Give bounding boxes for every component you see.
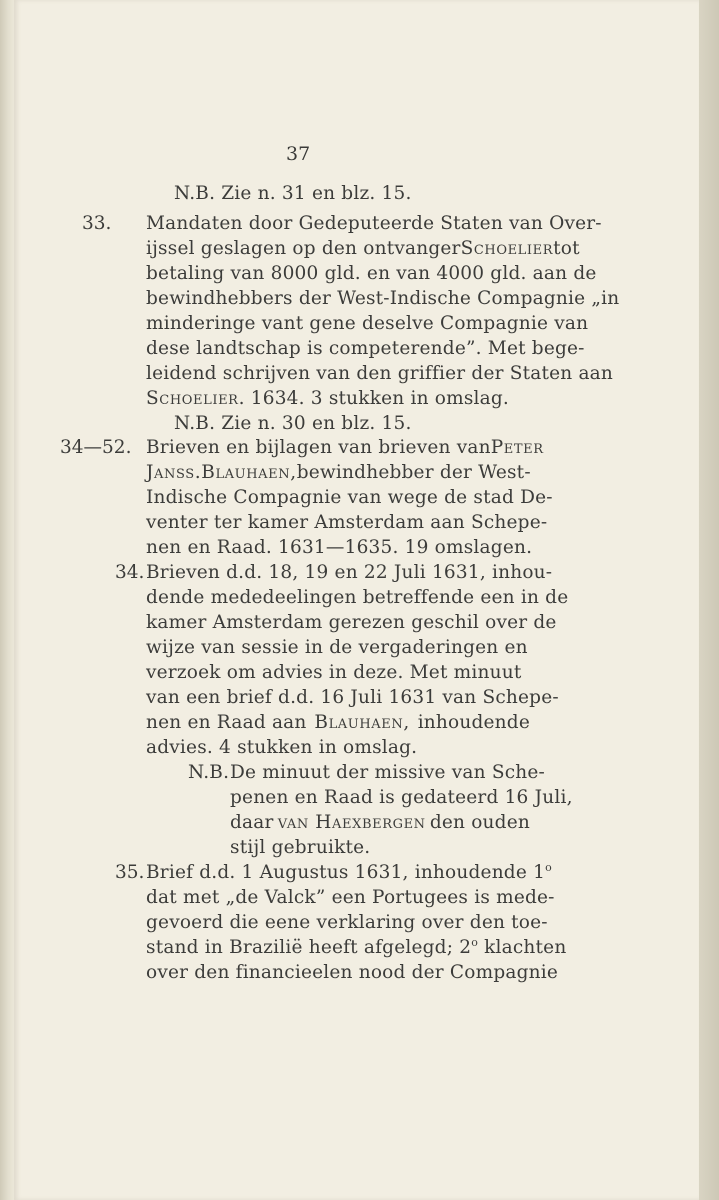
entry-number-35: 35. bbox=[115, 862, 145, 883]
entry-33-line-7 bbox=[146, 362, 614, 386]
text: betaling van 8000 gld. en van 4000 gld. aan de bbox=[146, 263, 597, 284]
text: den ouden bbox=[429, 812, 530, 833]
entry-number-33: 33. bbox=[82, 213, 112, 234]
nb-note-1: N.B. Zie n. 31 en blz. 15. bbox=[174, 183, 412, 204]
text: penen en Raad is gedateerd 16 Juli, bbox=[230, 787, 573, 808]
entry-34-line-8: advies. 4 stukken in omslag. bbox=[146, 737, 418, 758]
text: kamer Amsterdam gerezen geschil over de bbox=[146, 612, 557, 633]
text: dende mededeelingen betreffende een in de bbox=[146, 587, 569, 608]
text: 1634. 3 stukken in omslag. bbox=[250, 388, 510, 409]
scan-left-edge bbox=[0, 0, 14, 1200]
entry-34-line-5 bbox=[146, 661, 530, 685]
entry-33-line-3 bbox=[146, 262, 597, 286]
nb-label: N.B. bbox=[188, 762, 230, 783]
text: tot bbox=[553, 238, 580, 259]
text: over den financieelen nood der Compagnie bbox=[146, 962, 559, 983]
text: stand in Brazilië heeft afgelegd; 2 bbox=[146, 937, 472, 958]
nb-note-2: N.B. Zie n. 30 en blz. 15. bbox=[174, 413, 412, 434]
nb-34-line-2 bbox=[230, 786, 573, 810]
person-name: Janss. bbox=[146, 462, 202, 483]
entry-34-52-line-2 bbox=[146, 461, 530, 485]
entry-34-line-2 bbox=[146, 586, 569, 610]
entry-34-52-line-3 bbox=[146, 486, 553, 510]
entry-34-52-line-4 bbox=[146, 511, 548, 535]
text: minderinge vant gene deselve Compagnie van bbox=[146, 313, 589, 334]
text: bewindhebbers der West-Indische Compagnie „in bbox=[146, 288, 620, 309]
text: daar bbox=[230, 812, 274, 833]
text: venter ter kamer Amsterdam aan Schepe- bbox=[146, 512, 548, 533]
superscript: o bbox=[471, 936, 479, 949]
entry-34-line-6 bbox=[146, 686, 559, 710]
person-name: Schoelier bbox=[146, 388, 239, 409]
nb-34-line-1 bbox=[230, 761, 545, 785]
text: nen en Raad aan bbox=[146, 712, 307, 733]
text: ijssel geslagen op den ontvanger bbox=[146, 238, 461, 259]
entry-33-line-2 bbox=[146, 237, 580, 261]
text: bewindhebber der West- bbox=[296, 462, 531, 483]
entry-33-line-8: Schoelier. 1634. 3 stukken in omslag. bbox=[146, 388, 510, 409]
entry-number-34: 34. bbox=[115, 562, 145, 583]
entry-33-line-5 bbox=[146, 312, 589, 336]
entry-33-line-4 bbox=[146, 287, 620, 311]
text: Brief d.d. 1 Augustus 1631, inhoudende 1 bbox=[146, 862, 546, 883]
entry-35-line-5 bbox=[146, 961, 559, 985]
entry-35-line-3 bbox=[146, 911, 548, 935]
page-number: 37 bbox=[286, 143, 311, 165]
text: Indische Compagnie van wege de stad De- bbox=[146, 487, 553, 508]
person-name: Blauhaen, bbox=[314, 712, 410, 733]
entry-35-line-2 bbox=[146, 886, 555, 910]
text: dat met „de Valck” een Portugees is mede- bbox=[146, 887, 555, 908]
text: Brieven en bijlagen van brieven van bbox=[146, 437, 491, 458]
text: klachten bbox=[484, 937, 567, 958]
text: van een brief d.d. 16 Juli 1631 van Schepe- bbox=[146, 687, 559, 708]
entry-34-line-7 bbox=[146, 711, 530, 735]
text: dese landtschap is competerende”. Met bege- bbox=[146, 338, 585, 359]
scan-right-edge bbox=[699, 0, 719, 1200]
nb-34-line-4: stijl gebruikte. bbox=[230, 837, 371, 858]
entry-number-34-52: 34—52. bbox=[60, 437, 132, 458]
text: verzoek om advies in deze. Met minuut bbox=[146, 662, 522, 683]
entry-35-line-1 bbox=[146, 861, 552, 885]
entry-35-line-4 bbox=[146, 936, 566, 960]
text: Mandaten door Gedeputeerde Staten van Over- bbox=[146, 213, 602, 234]
text: gevoerd die eene verklaring over den toe- bbox=[146, 912, 548, 933]
person-name: Blauhaen, bbox=[201, 462, 297, 483]
entry-34-52-line-5: nen en Raad. 1631—1635. 19 omslagen. bbox=[146, 537, 533, 558]
person-name: Schoelier bbox=[460, 238, 554, 259]
entry-34-line-3 bbox=[146, 611, 557, 635]
entry-34-52-line-1 bbox=[146, 436, 544, 460]
entry-34-line-1 bbox=[146, 561, 553, 585]
superscript: o bbox=[545, 861, 552, 874]
person-name: van Haexbergen bbox=[277, 812, 426, 833]
person-name: Peter bbox=[490, 437, 544, 458]
text: wijze van sessie in de vergaderingen en bbox=[146, 637, 528, 658]
text: leidend schrijven van den griffier der Staten aan bbox=[146, 363, 614, 384]
text: inhoudende bbox=[417, 712, 530, 733]
nb-34-line-3 bbox=[230, 811, 530, 835]
entry-34-line-4 bbox=[146, 636, 530, 660]
entry-33-line-6 bbox=[146, 337, 585, 361]
entry-33-line-1 bbox=[146, 212, 602, 236]
text: Brieven d.d. 18, 19 en 22 Juli 1631, inhou- bbox=[146, 562, 553, 583]
text: De minuut der missive van Sche- bbox=[230, 762, 545, 783]
